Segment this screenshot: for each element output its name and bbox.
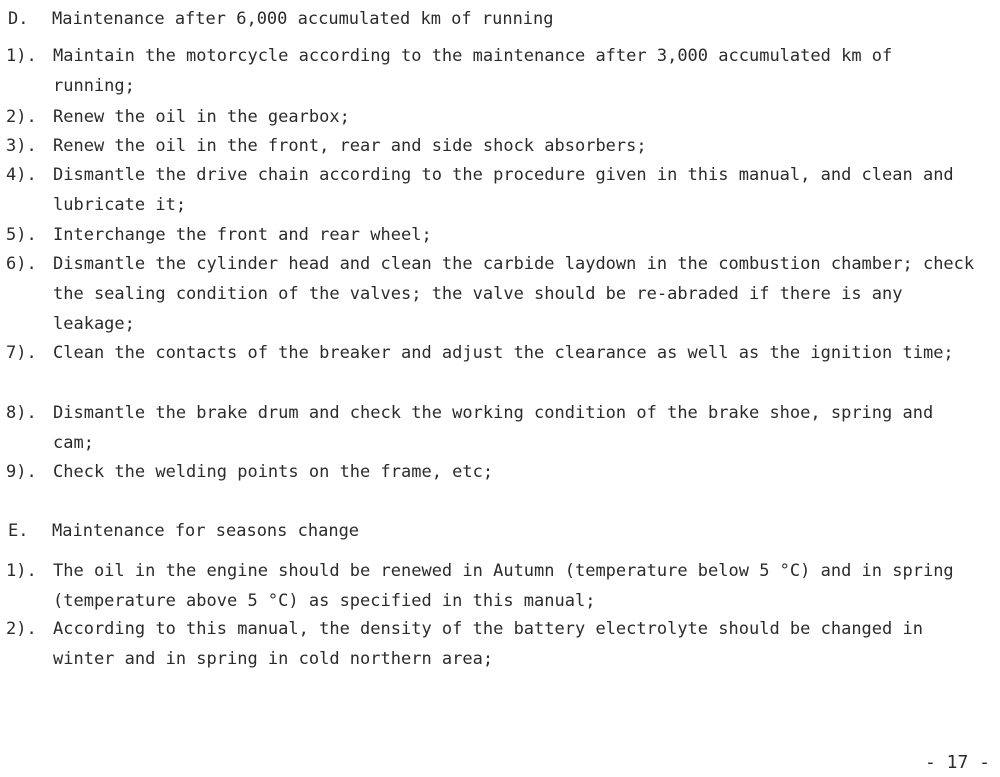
item-number: 1). — [6, 46, 37, 66]
item-number: 9). — [6, 462, 37, 482]
list-item — [6, 131, 976, 161]
item-text: The oil in the engine should be renewed in Autumn (temperature below 5 °C) and in spring (temperature above 5 °C) as specified in this manual; — [53, 561, 954, 611]
list-item — [6, 41, 976, 101]
item-number: 3). — [6, 136, 37, 156]
list-item — [6, 614, 976, 674]
item-number: 6). — [6, 254, 37, 274]
item-text: Maintain the motorcycle according to the maintenance after 3,000 accumulated km of running; — [53, 46, 893, 96]
list-item — [6, 160, 976, 220]
item-number: 2). — [6, 619, 37, 639]
section-e-title: Maintenance for seasons change — [52, 521, 360, 541]
list-item — [6, 457, 976, 487]
item-number: 8). — [6, 403, 37, 423]
section-e-heading — [8, 521, 359, 541]
item-text: Renew the oil in the front, rear and side shock absorbers; — [53, 136, 647, 156]
list-item — [6, 220, 976, 250]
item-text: Dismantle the drive chain according to the procedure given in this manual, and clean and lubricate it; — [53, 165, 954, 215]
item-text: Clean the contacts of the breaker and adjust the clearance as well as the ignition time; — [53, 343, 954, 363]
item-text: Dismantle the brake drum and check the working condition of the brake shoe, spring and cam; — [53, 403, 934, 453]
section-d-heading — [8, 9, 554, 29]
list-item — [6, 102, 976, 132]
item-text: Check the welding points on the frame, etc; — [53, 462, 494, 482]
list-item — [6, 398, 976, 458]
list-item — [6, 556, 976, 616]
item-number: 5). — [6, 225, 37, 245]
item-number: 4). — [6, 165, 37, 185]
item-number: 7). — [6, 343, 37, 363]
item-text: Interchange the front and rear wheel; — [53, 225, 432, 245]
item-number: 2). — [6, 107, 37, 127]
page-number: - 17 - — [924, 752, 990, 773]
item-text: Renew the oil in the gearbox; — [53, 107, 350, 127]
item-text: Dismantle the cylinder head and clean the carbide laydown in the combustion chamber; check the sealing condition of the valves; the valve should be re-abraded if there is any leakage; — [53, 254, 975, 334]
item-number: 1). — [6, 561, 37, 581]
section-e-letter: E. — [8, 521, 29, 541]
item-text: According to this manual, the density of the battery electrolyte should be changed in winter and in spring in cold northern area; — [53, 619, 923, 669]
list-item — [6, 249, 976, 339]
section-d-letter: D. — [8, 9, 29, 29]
list-item — [6, 338, 976, 368]
section-d-title: Maintenance after 6,000 accumulated km of running — [52, 9, 554, 29]
